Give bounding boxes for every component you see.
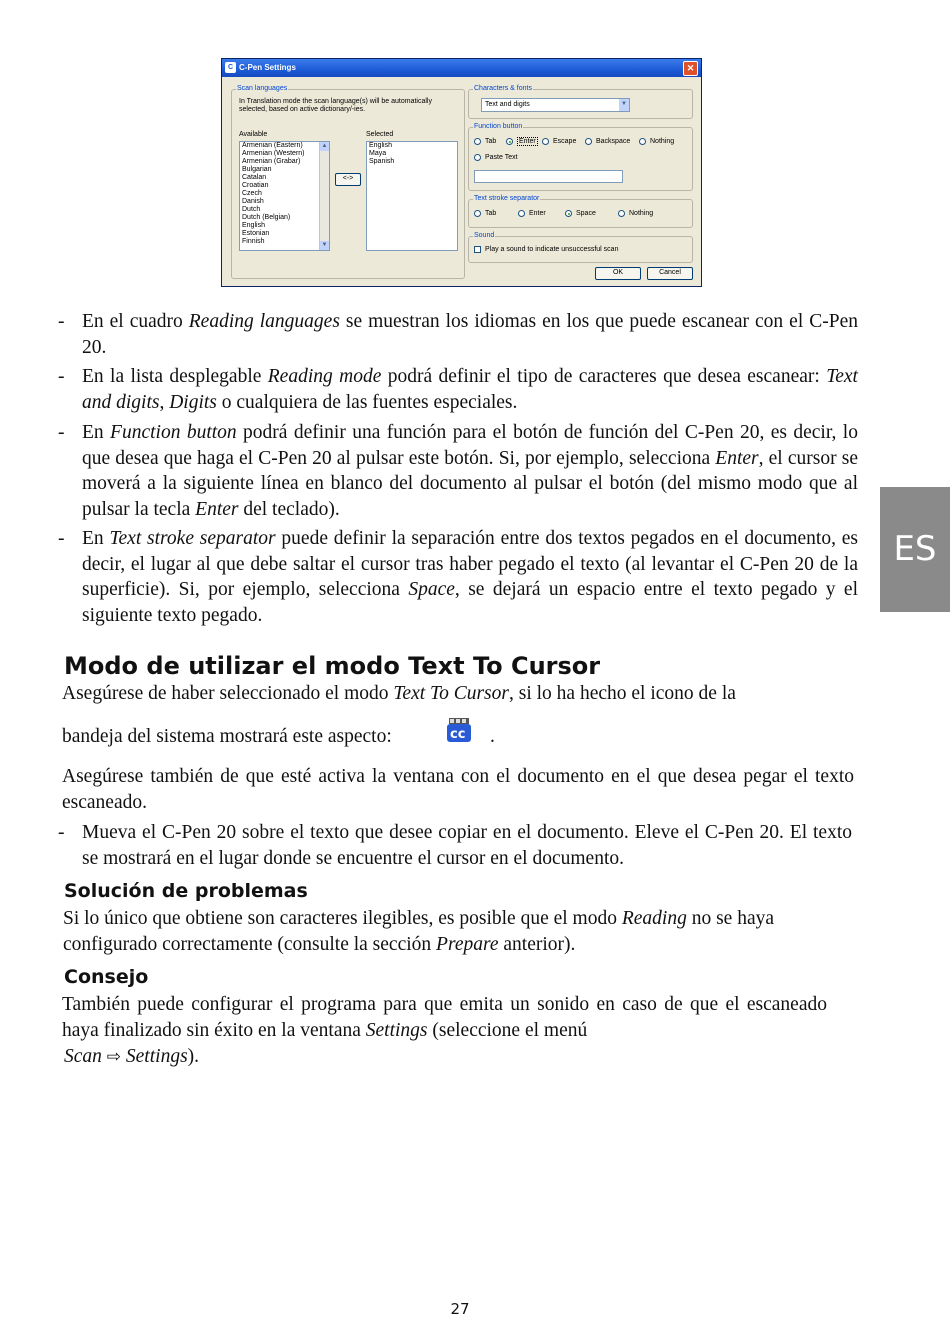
bullet-dash: - <box>58 528 65 549</box>
function-radio-backspace[interactable] <box>585 138 592 145</box>
bullet-dash: - <box>58 422 65 443</box>
text: Si lo único que obtiene son caracteres ilegibles, es posible que el modo <box>63 908 622 929</box>
function-radio-nothing[interactable] <box>639 138 646 145</box>
function-radio-escape[interactable] <box>542 138 549 145</box>
text: En <box>82 528 110 549</box>
text: puede definir la separación entre dos textos pegados en el documento, es decir, el lugar al que debe saltar el cursor tras haber pegado el texto (al levantar el C-Pen 20 de la superficie). Si, por ejemplo, selecciona <box>82 528 858 600</box>
section-heading-text-to-cursor: Modo de utilizar el modo Text To Cursor <box>64 652 601 680</box>
separator-radio-space[interactable] <box>565 210 572 217</box>
available-language-item[interactable]: Finnish <box>242 238 265 245</box>
paste-text-field[interactable] <box>474 170 623 183</box>
available-language-item[interactable]: Danish <box>242 198 264 205</box>
text-italic: Reading mode <box>267 366 382 387</box>
dialog-title: C-Pen Settings <box>239 63 296 72</box>
menu-settings: Settings <box>125 1046 188 1067</box>
sound-checkbox-label: Play a sound to indicate unsuccessful scan <box>485 246 619 253</box>
svg-text:cc: cc <box>450 727 466 742</box>
bullet-dash: - <box>58 822 65 843</box>
separator-radio-tab[interactable] <box>474 210 481 217</box>
available-language-item[interactable]: Czech <box>242 190 262 197</box>
function-option-label: Tab <box>485 138 497 145</box>
sound-group <box>468 232 693 263</box>
bullet-text-stroke-separator <box>82 526 858 628</box>
selected-languages-list[interactable] <box>366 141 458 251</box>
bullet-move-pen: Mueva el C-Pen 20 sobre el texto que desee copiar en el documento. Eleve el C-Pen 20. El texto se mostrará en el lugar donde se encuentre el cursor en el documento. <box>82 822 852 869</box>
function-option-label: Nothing <box>650 138 675 145</box>
text-italic: Digits <box>169 391 217 413</box>
characters-fonts-group <box>468 85 693 119</box>
separator-option-label: Nothing <box>629 210 654 217</box>
radio-paste-text[interactable] <box>474 154 481 161</box>
available-language-item[interactable]: Croatian <box>242 182 269 189</box>
bullet-function-button <box>82 420 858 522</box>
text-italic: Reading <box>621 908 687 929</box>
separator-radio-nothing[interactable] <box>618 210 625 217</box>
bullet-reading-mode <box>82 364 858 415</box>
function-option-label: Backspace <box>596 138 631 145</box>
text: se muestran los idiomas en los que puede escanear con el C-Pen 20. <box>82 311 858 358</box>
text-italic: Settings <box>365 1019 428 1041</box>
text: , <box>159 391 170 413</box>
bullet-dash: - <box>58 311 65 332</box>
characters-fonts-value: Text and digits <box>485 101 530 108</box>
scrollbar[interactable] <box>319 142 329 250</box>
text-italic: Reading languages <box>188 311 340 332</box>
text: o cualquiera de las fuentes especiales. <box>216 391 518 413</box>
separator-option-label: Enter <box>529 210 546 217</box>
paste-text-label: Paste Text <box>485 154 518 161</box>
separator-option-label: Tab <box>485 210 497 217</box>
section-heading-tip: Consejo <box>64 966 149 988</box>
available-language-item[interactable]: Catalan <box>242 174 267 181</box>
language-tab: ES <box>880 487 950 612</box>
tray-icon <box>446 717 472 743</box>
period: . <box>490 726 495 747</box>
arrow-right-icon: ⇨ <box>106 1047 122 1067</box>
chevron-down-icon[interactable]: ▼ <box>619 99 629 111</box>
function-button-group <box>468 123 693 191</box>
text: , si lo ha hecho el icono de la <box>509 683 736 704</box>
text: Asegúrese de haber seleccionado el modo <box>62 683 394 704</box>
selected-language-item[interactable]: Spanish <box>369 158 395 165</box>
scan-languages-info: In Translation mode the scan language(s) will be automatically selected, based on active dictionary/-ies. <box>239 98 432 113</box>
characters-fonts-select[interactable] <box>481 98 630 112</box>
menu-path <box>64 1044 199 1071</box>
available-language-item[interactable]: Dutch <box>242 206 261 213</box>
function-option-label: Enter <box>519 138 536 145</box>
paragraph-tip <box>62 992 827 1043</box>
bullet-reading-languages <box>82 309 858 360</box>
scroll-down-icon[interactable]: ▼ <box>321 242 328 248</box>
text: En el cuadro <box>82 311 189 332</box>
swap-language-button[interactable]: <-> <box>335 173 361 186</box>
menu-scan: Scan <box>64 1046 102 1067</box>
function-radio-enter[interactable] <box>506 138 513 145</box>
available-language-item[interactable]: Dutch (Belgian) <box>242 214 291 221</box>
available-language-item[interactable]: Armenian (Grabar) <box>242 158 301 165</box>
paragraph-tray-icon: bandeja del sistema mostrará este aspecto: <box>62 726 392 747</box>
separator-radio-enter[interactable] <box>518 210 525 217</box>
text: podrá definir una función para el botón de función del C-Pen 20, es decir, lo que desea que haga el C-Pen 20 al pulsar este botón. Si, por ejemplo, selecciona <box>82 422 858 469</box>
cancel-button[interactable]: Cancel <box>647 267 693 280</box>
paragraph-active-window: Asegúrese también de que esté activa la ventana con el documento en el que desea pegar el texto escaneado. <box>62 766 854 813</box>
scroll-up-icon[interactable]: ▲ <box>321 143 328 149</box>
text: podrá definir el tipo de caracteres que desea escanear: <box>381 366 827 387</box>
paragraph-select-mode <box>62 681 852 707</box>
selected-language-item[interactable]: Maya <box>369 150 387 157</box>
text-italic: Text To Cursor <box>393 683 509 704</box>
available-language-item[interactable]: Armenian (Eastern) <box>242 142 303 149</box>
text: , se dejará un espacio entre el texto pegado y el siguiente texto pegado. <box>82 579 858 626</box>
text: En <box>82 422 111 443</box>
text-italic: Space <box>408 579 455 600</box>
section-heading-troubleshooting: Solución de problemas <box>64 880 308 902</box>
separator-option-label: Space <box>576 210 596 217</box>
text-italic: Text stroke separator <box>109 528 276 549</box>
function-radio-tab[interactable] <box>474 138 481 145</box>
text-stroke-separator-label: Text stroke separator <box>474 195 540 202</box>
bullet-dash: - <box>58 366 65 387</box>
close-icon[interactable]: ✕ <box>683 61 698 76</box>
text-italic: Prepare <box>436 933 499 955</box>
available-language-item[interactable]: Bulgarian <box>242 166 272 173</box>
sound-label: Sound <box>474 232 495 239</box>
available-language-item[interactable]: Armenian (Western) <box>242 150 305 157</box>
paragraph-troubleshooting <box>63 906 853 957</box>
text: del teclado). <box>238 498 340 520</box>
text-italic: Text and digits <box>82 366 858 413</box>
text-italic: Enter <box>715 447 759 469</box>
scan-languages-label: Scan languages <box>237 85 288 92</box>
app-icon: C <box>225 62 236 73</box>
available-languages-list[interactable] <box>239 141 330 251</box>
settings-dialog <box>221 58 702 287</box>
selected-language-item[interactable]: English <box>369 142 392 149</box>
text-stroke-separator-group <box>468 195 693 228</box>
available-language-item[interactable]: English <box>242 222 265 229</box>
text-italic: Function button <box>110 422 237 443</box>
available-label: Available <box>239 131 268 138</box>
ok-button[interactable]: OK <box>595 267 641 280</box>
text: anterior). <box>498 933 576 955</box>
text: ). <box>187 1046 200 1067</box>
function-option-label: Escape <box>553 138 577 145</box>
text-italic: Enter <box>195 498 239 520</box>
page-number: 27 <box>450 1300 470 1318</box>
characters-fonts-label: Characters & fonts <box>474 85 532 92</box>
available-language-item[interactable]: Estonian <box>242 230 270 237</box>
text: En la lista desplegable <box>82 366 268 387</box>
sound-checkbox[interactable] <box>474 246 481 253</box>
text: (seleccione el menú <box>427 1019 588 1041</box>
function-button-label: Function button <box>474 123 523 130</box>
dialog-titlebar <box>222 59 701 77</box>
selected-label: Selected <box>366 131 394 138</box>
text: , el cursor se moverá a la siguiente línea en blanco del documento al pulsar el botón (del mismo modo que al pulsar la tecla <box>82 447 858 520</box>
text: no se haya configurado correctamente (consulte la sección <box>63 908 775 955</box>
text: También puede configurar el programa para que emita un sonido en caso de que el escaneado haya finalizado sin éxito en la ventana <box>62 994 827 1041</box>
scan-languages-group <box>231 85 465 279</box>
